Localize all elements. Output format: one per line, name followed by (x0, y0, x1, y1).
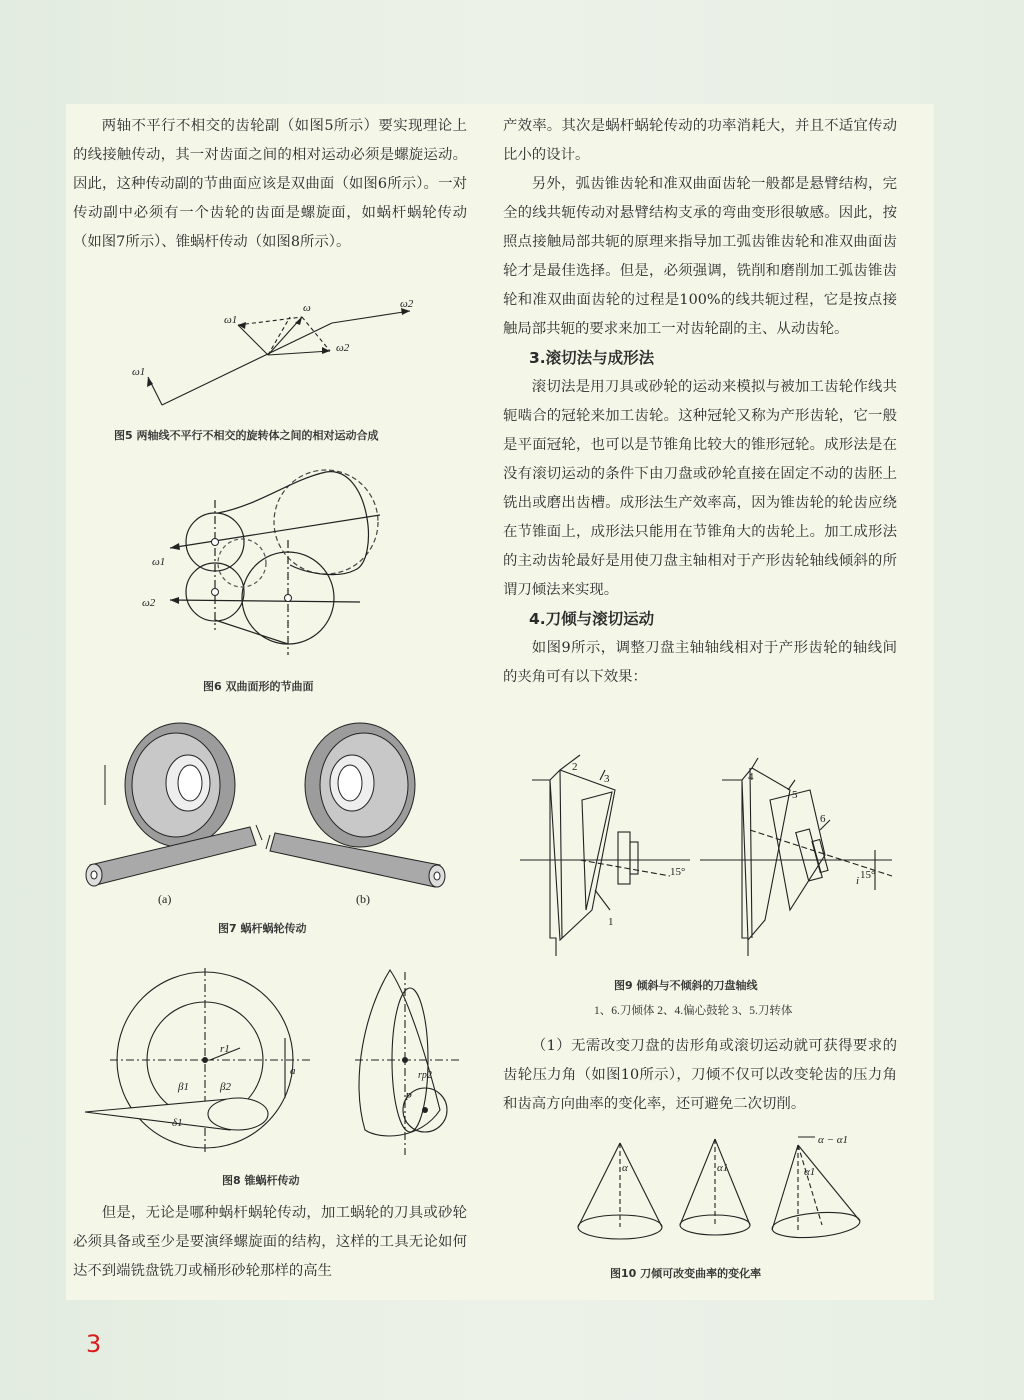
page-number: 3 (86, 1330, 102, 1358)
section-heading-4: 4.刀倾与滚切运动 (529, 610, 655, 628)
fig5-axis-main (162, 323, 332, 405)
right-paragraph-3: 滚切法是用刀具或砂轮的运动来模拟与被加工齿轮作线共轭啮合的冠轮来加工齿轮。这种冠轮又称为产形齿轮，它一般是平面冠轮，也可以是节锥角比较大的锥形冠轮。成形法是在没有滚切运动的条件下由刀盘或砂轮直接在固定不动的齿胚上铣出或磨出齿槽。成形法生产效率高，因为锥齿轮的轮齿应绕在节锥面上，成形法只能用在节锥角大的齿轮上。加工成形法的主动齿轮最好是用使刀盘主轴相对于产形齿轮轴线倾斜的所谓刀倾法来实现。 (503, 379, 897, 598)
fig8-label-a: a (290, 1065, 296, 1077)
figure-10-caption: 图10 刀倾可改变曲率的变化率 (610, 1267, 762, 1280)
fig9-label-5: 5 (792, 789, 798, 801)
figure-7-caption: 图7 蜗杆蜗轮传动 (218, 922, 307, 935)
right-paragraph-top: 产效率。其次是蜗杆蜗轮传动的功率消耗大，并且不适宜传动比小的设计。 (503, 118, 897, 163)
fig5-label-omega2-right: ω2 (400, 298, 414, 310)
fig9-label-6: 6 (820, 813, 826, 825)
fig9-label-4: 4 (748, 771, 754, 783)
fig6-label-omega1: ω1 (152, 556, 166, 568)
fig5-axis-w2 (332, 311, 410, 323)
fig8-label-delta1: δ1 (172, 1117, 183, 1129)
left-paragraph-bottom: 但是，无论是哪种蜗杆蜗轮传动，加工蜗轮的刀具或砂轮必须具备或至少是要演绎螺旋面的结构，这样的工具无论如何达不到端铣盘铣刀或桶形砂轮那样的高生 (73, 1205, 467, 1279)
figure-9-diagram (520, 760, 900, 960)
fig5-label-omega: ω (303, 302, 311, 314)
fig5-label-omega1-left: ω1 (132, 366, 146, 378)
figure-10-diagram (560, 1135, 880, 1245)
fig8-label-r1: r1 (220, 1043, 230, 1055)
fig10-label-alpha-minus-alpha1: α − α1 (818, 1134, 848, 1146)
fig10-label-alpha: α (622, 1162, 628, 1174)
figure-5-diagram (120, 295, 450, 420)
figure-5-caption: 图5 两轴线不平行不相交的旋转体之间的相对运动合成 (114, 429, 379, 442)
fig7-worm-gear-b (270, 723, 445, 887)
fig7-label-b: (b) (356, 892, 370, 906)
fig5-label-omega2-mid: ω2 (336, 342, 350, 354)
fig9-label-3: 3 (604, 773, 610, 785)
figure-6-diagram (140, 470, 440, 670)
fig8-label-beta2: β2 (220, 1081, 231, 1093)
fig8-label-p: P (405, 1091, 412, 1103)
right-paragraph-5: （1）无需改变刀盘的齿形角或滚切运动就可获得要求的齿轮压力角（如图10所示），刀倾不仅可以改变轮齿的压力角和齿高方向曲率的变化率，还可避免二次切削。 (503, 1038, 897, 1112)
right-column-text (503, 112, 897, 692)
fig6-label-omega2: ω2 (142, 597, 156, 609)
fig7-label-a: (a) (158, 892, 172, 906)
fig9-label-i: i (856, 875, 860, 887)
fig5-label-omega1-top: ω1 (224, 314, 238, 326)
right-paragraph-2: 另外，弧齿锥齿轮和准双曲面齿轮一般都是悬臂结构，完全的线共轭传动对悬臂结构支承的弯曲变形很敏感。因此，按照点接触局部共轭的原理来指导加工弧齿锥齿轮和准双曲面齿轮才是最佳选择。但是，必须强调，铣削和磨削加工弧齿锥齿轮和准双曲面齿轮的过程是100%的线共轭过程，它是按点接触局部共轭的要求来加工一对齿轮副的主、从动齿轮。 (503, 176, 897, 337)
left-intro-text (73, 112, 467, 257)
figure-9-caption: 图9 倾斜与不倾斜的刀盘轴线 (614, 979, 758, 992)
fig7-worm-gear-a (86, 723, 256, 886)
figure-9-legend: 1、6.刀倾体 2、4.偏心鼓轮 3、5.刀转体 (594, 1005, 793, 1017)
figure-8-diagram (80, 960, 470, 1160)
fig9-angle-right: 15° (860, 869, 876, 881)
fig9-label-1: 1 (608, 916, 614, 928)
figure-8-caption: 图8 锥蜗杆传动 (222, 1174, 300, 1187)
left-bottom-text (73, 1199, 467, 1286)
fig10-label-alpha1-right: α1 (804, 1166, 816, 1178)
right-paragraph-4: 如图9所示，调整刀盘主轴轴线相对于产形齿轮的轴线间的夹角可有以下效果： (503, 640, 897, 685)
right-paragraph-5-block (503, 1032, 897, 1119)
figure-6-caption: 图6 双曲面形的节曲面 (203, 680, 314, 693)
figure-7-diagram (80, 715, 470, 910)
fig9-angle-left: 15° (670, 866, 686, 878)
fig8-label-rp2: rp2 (418, 1070, 432, 1081)
fig9-label-2: 2 (572, 761, 578, 773)
section-heading-3: 3.滚切法与成形法 (529, 349, 655, 367)
fig8-label-beta1: β1 (178, 1081, 189, 1093)
fig10-label-alpha1-mid: α1 (717, 1162, 729, 1174)
left-paragraph-1: 两轴不平行不相交的齿轮副（如图5所示）要实现理论上的线接触传动，其一对齿面之间的相对运动必须是螺旋运动。因此，这种传动副的节曲面应该是双曲面（如图6所示）。一对传动副中必须有一个齿轮的齿面是螺旋面，如蜗杆蜗轮传动（如图7所示）、锥蜗杆传动（如图8所示）。 (73, 118, 467, 250)
